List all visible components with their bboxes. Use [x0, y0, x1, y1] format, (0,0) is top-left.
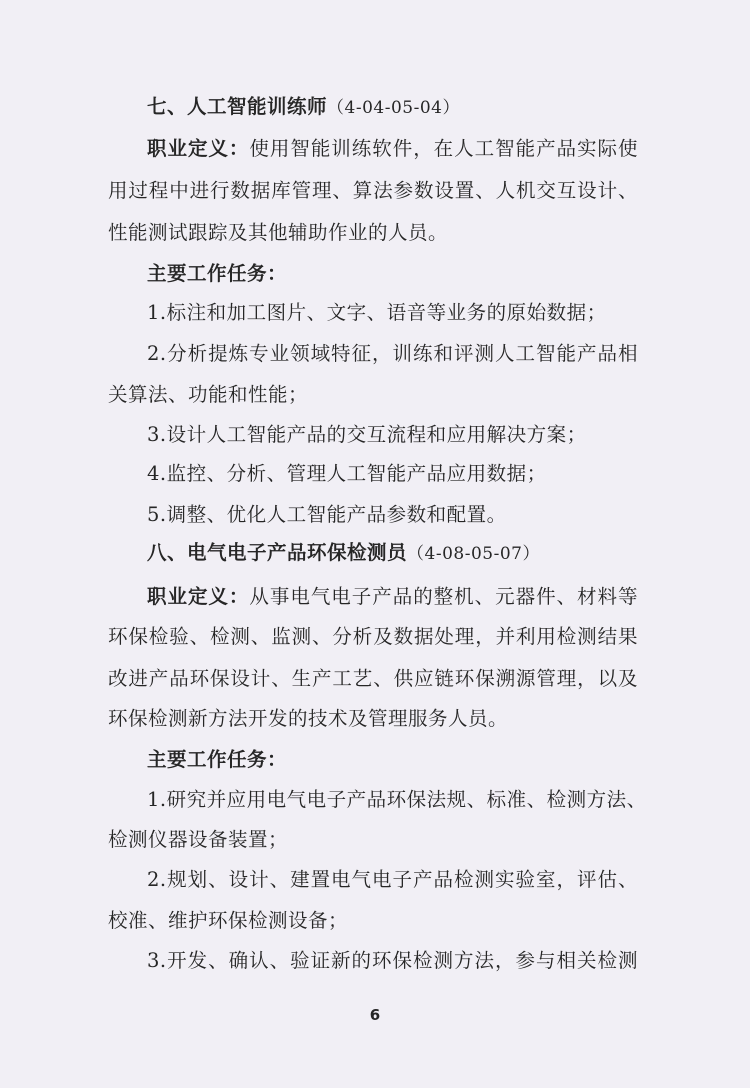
section-8-code: （4-08-05-07） [407, 544, 540, 564]
section-8-task-3: 3.开发、确认、验证新的环保检测方法，参与相关检测 [147, 949, 638, 972]
section-8-task-2: 2.规划、设计、建置电气电子产品检测实验室，评估、 [147, 868, 638, 891]
section-7-title: 七、人工智能训练师 [147, 95, 328, 118]
section-8-definition-text: 从事电气电子产品的整机、元器件、材料等 [249, 585, 638, 608]
section-7-task-1: 1.标注和加工图片、文字、语音等业务的原始数据； [147, 301, 607, 324]
section-7-definition-line-3: 性能测试跟踪及其他辅助作业的人员。 [108, 221, 449, 244]
section-7-tasks-heading: 主要工作任务： [147, 262, 288, 285]
section-7-task-4: 4.监控、分析、管理人工智能产品应用数据； [147, 462, 547, 485]
section-8-definition-line-3: 改进产品环保设计、生产工艺、供应链环保溯源管理，以及 [108, 667, 638, 690]
section-7-task-5: 5.调整、优化人工智能产品参数和配置。 [147, 503, 507, 526]
section-8-definition-line-2: 环保检验、检测、监测、分析及数据处理，并利用检测结果 [108, 625, 638, 648]
section-7-definition-line-1 [147, 134, 638, 164]
section-7-definition-text: 使用智能训练软件，在人工智能产品实际使 [249, 137, 638, 160]
section-8-heading [147, 538, 638, 569]
section-7-definition-label: 职业定义： [147, 137, 250, 160]
section-8-task-1-cont: 检测仪器设备装置； [108, 828, 289, 851]
section-7-definition-line-2: 用过程中进行数据库管理、算法参数设置、人机交互设计、 [108, 179, 638, 202]
section-8-definition-line-4: 环保检测新方法开发的技术及管理服务人员。 [108, 707, 509, 730]
section-8-task-2-cont: 校准、维护环保检测设备； [108, 909, 349, 932]
section-8-title: 八、电气电子产品环保检测员 [147, 541, 408, 564]
section-7-heading [147, 92, 638, 123]
section-7-task-3: 3.设计人工智能产品的交互流程和应用解决方案； [147, 423, 587, 446]
section-8-definition-line-1 [147, 582, 638, 612]
section-8-definition-label: 职业定义： [147, 585, 250, 608]
section-8-tasks-heading: 主要工作任务： [147, 748, 288, 771]
section-7-code: （4-04-05-04） [327, 98, 460, 118]
section-7-task-2: 2.分析提炼专业领域特征，训练和评测人工智能产品相 [147, 342, 638, 365]
section-8-task-1: 1.研究并应用电气电子产品环保法规、标准、检测方法、 [147, 788, 647, 811]
page-number: 6 [369, 1006, 381, 1024]
section-7-task-2-cont: 关算法、功能和性能； [108, 383, 309, 406]
